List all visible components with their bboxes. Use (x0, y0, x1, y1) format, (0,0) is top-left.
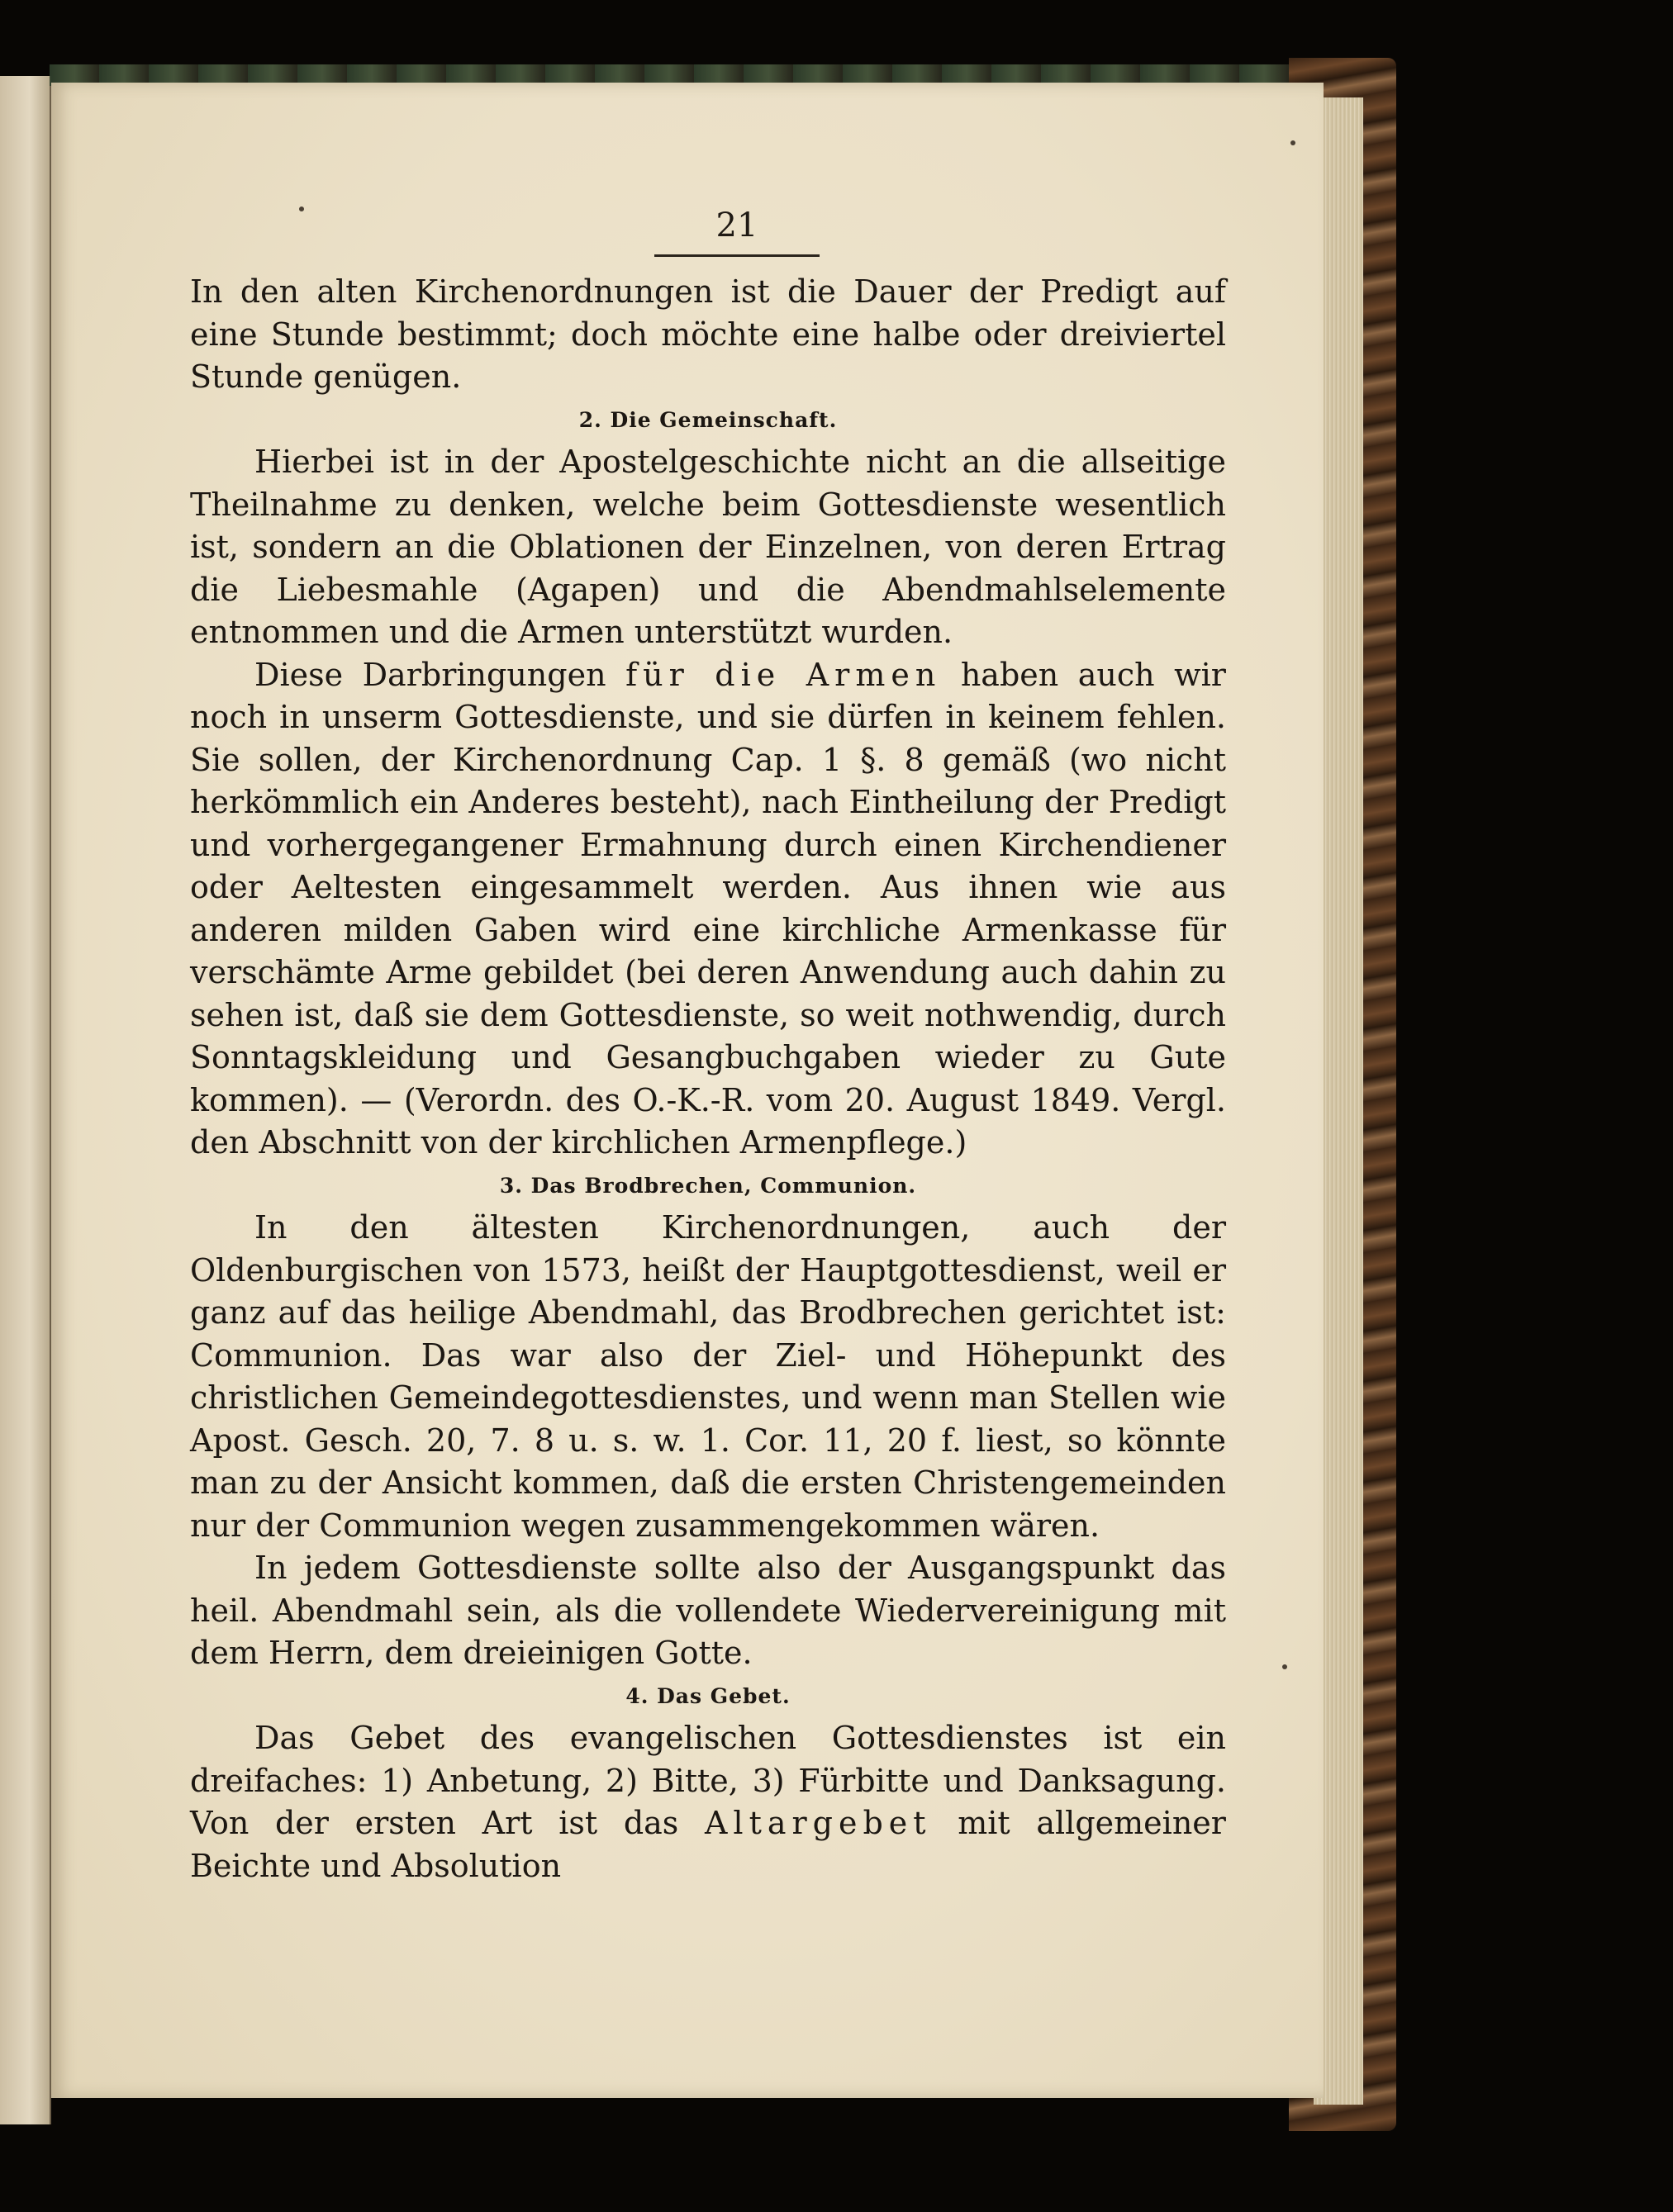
paragraph-apostelgeschichte: Hierbei ist in der Apostelgeschichte nicht an die allseitige Theilnahme zu denken, welche beim Gottesdienste wesentlich ist, sondern an die Oblationen der Einzelnen, von deren Ertrag die Liebesmahle (Agapen) und die Abendmahlselemente entnommen und die Armen unterstützt wurden. (190, 444, 1226, 650)
page-number: 21 (715, 206, 758, 244)
text-run: Das Gebet des evangelischen Gottesdienstes ist ein dreifaches: 1) Anbetung, 2) Bitte, 3) Fürbitte und Danksagung. Von der ersten Art ist das (190, 1720, 1226, 1841)
left-page-edge (0, 76, 51, 2124)
spaced-emphasis-text: Altargebet (704, 1805, 932, 1841)
spaced-emphasis-text: für die Armen (625, 656, 942, 693)
paragraph-kirchenordnungen: In den ältesten Kirchenordnungen, auch der Oldenburgischen von 1573, heißt der Hauptgottesdienst, weil er ganz auf das heilige Abendmahl, das Brodbrechen gerichtet ist: Communion. Das war also der Ziel- und Höhepunkt des christlichen Gemeindegottesdienstes, und wenn man Stellen wie Apost. Gesch. 20, 7. 8 u. s. w. 1. Cor. 11, 20 f. liest, so könnte man zu der Ansicht kommen, daß die ersten Christengemeinden nur der Communion wegen zusammengekommen wären. (190, 1209, 1226, 1544)
intro-paragraph: In den alten Kirchenordnungen ist die Dauer der Predigt auf eine Stunde bestimmt; doch möchte eine halbe oder dreiviertel Stunde genügen. (190, 273, 1226, 395)
paper-speck (1282, 1664, 1287, 1669)
paragraph-darbringungen (190, 654, 1226, 1165)
section-heading-gemeinschaft: 2. Die Gemeinschaft. (578, 407, 838, 432)
paragraph-gebet (190, 1717, 1226, 1887)
page-body (190, 271, 1226, 1887)
paper-speck (299, 206, 304, 211)
book-page (51, 83, 1324, 2098)
paragraph-ausgangspunkt: In jedem Gottesdienste sollte also der Ausgangspunkt das heil. Abendmahl sein, als die vollendete Wiedervereinigung mit dem Herrn, dem dreieinigen Gotte. (190, 1550, 1226, 1671)
section-heading-gebet: 4. Das Gebet. (625, 1683, 791, 1708)
text-run: haben auch wir noch in unserm Gottesdienste, und sie dürfen in keinem fehlen. Sie sollen, der Kirchenordnung Cap. 1 §. 8 gemäß (wo nicht herkömmlich ein Anderes besteht), nach Eintheilung der Predigt und vorhergegangener Ermahnung durch einen Kirchendiener oder Aeltesten eingesammelt werden. Aus ihnen wie aus anderen milden Gaben wird eine kirchliche Armenkasse für verschämte Arme gebildet (bei deren Anwendung auch dahin zu sehen ist, daß sie dem Gottesdienste, so weit nothwendig, durch Sonntagskleidung und Gesangbuchgaben wieder zu Gute kommen). — (Verordn. des O.-K.-R. vom 20. August 1849. Vergl. den Abschnitt von der kirchlichen Armenpflege.) (190, 656, 1226, 1161)
text-run: Diese Darbringungen (254, 656, 606, 693)
header-rule (654, 254, 820, 257)
paper-speck (1290, 140, 1295, 145)
text-run: mit allgemeiner Beichte und Absolution (190, 1805, 1226, 1884)
section-heading-brodbrechen: 3. Das Brodbrechen, Communion. (499, 1173, 917, 1198)
